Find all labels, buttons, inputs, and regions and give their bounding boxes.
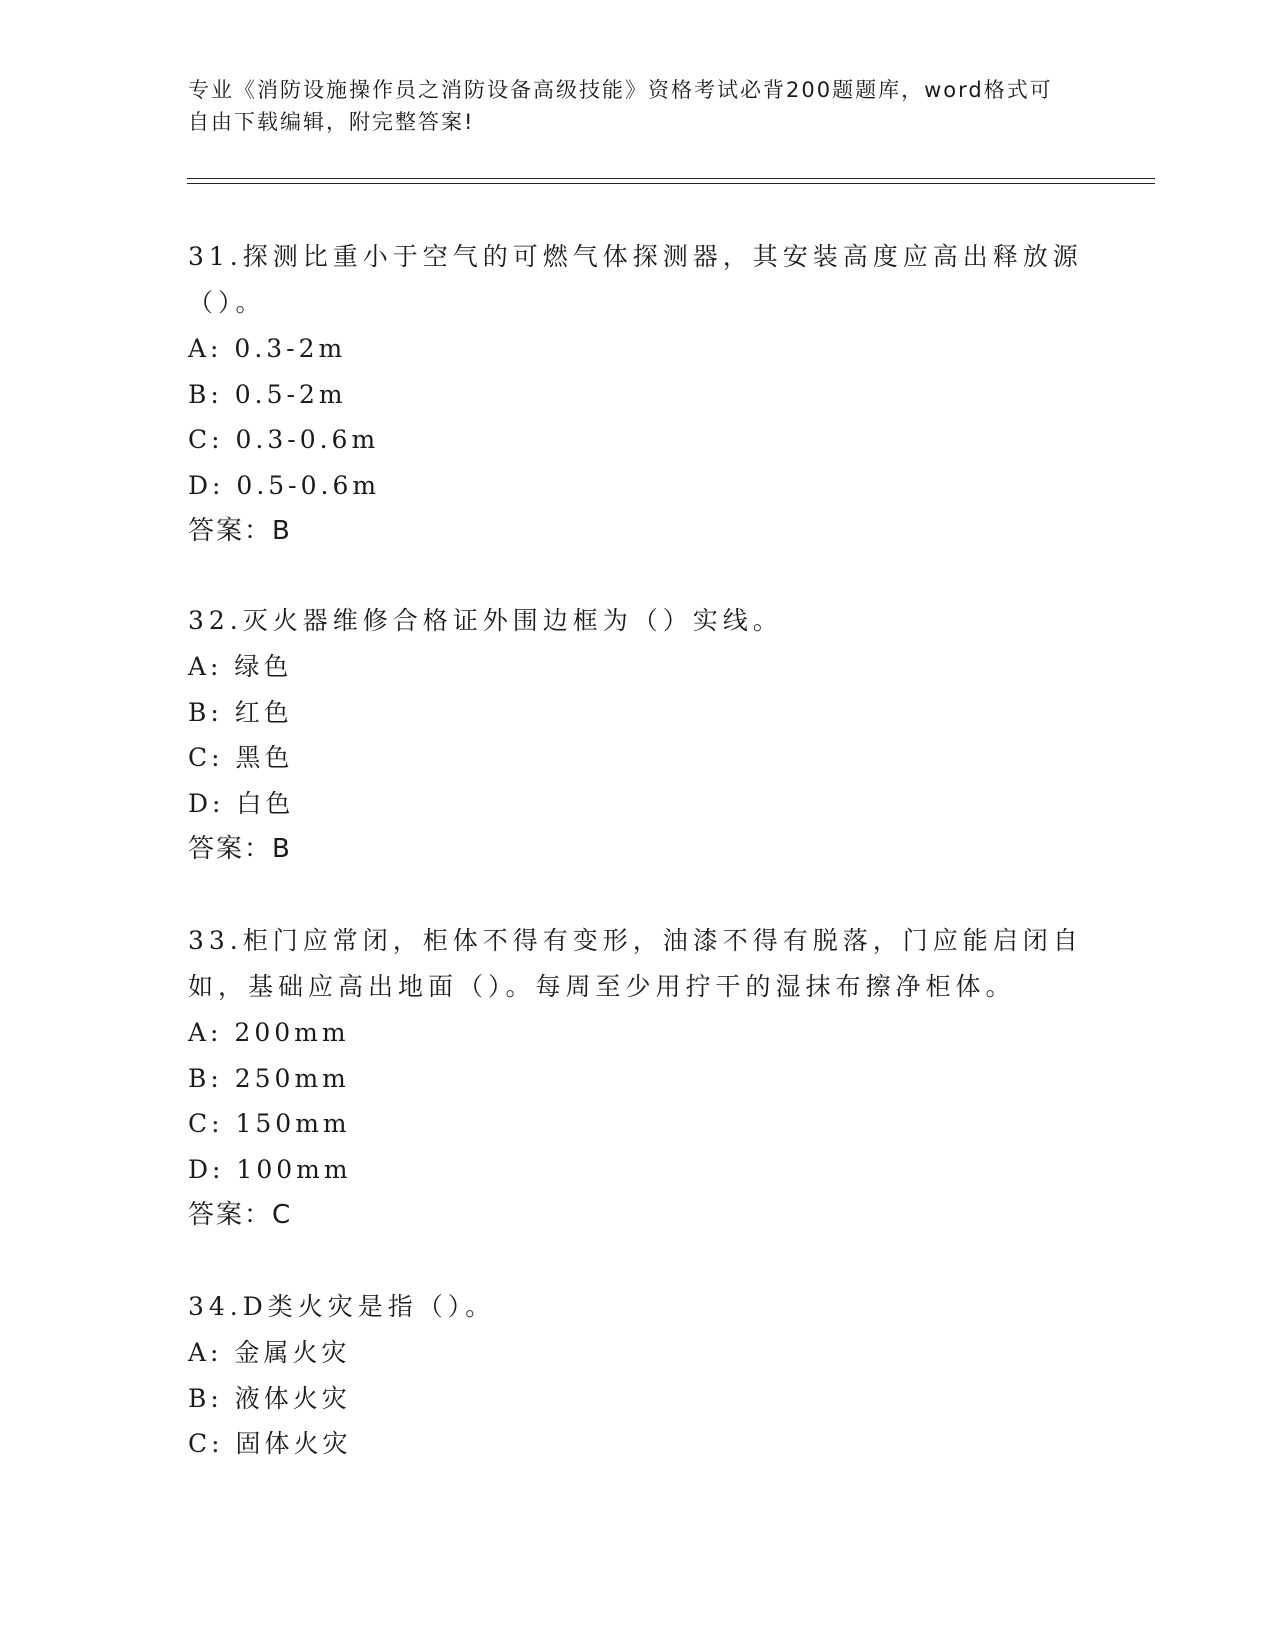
answer: 答案：C xyxy=(188,1200,293,1230)
question-34 xyxy=(188,1284,1088,1467)
option-b: B: 液体火灾 xyxy=(188,1383,351,1413)
question-stem: 31.探测比重小于空气的可燃气体探测器，其安装高度应高出释放源（）。 xyxy=(188,242,1083,317)
option-c: C: 0.3-0.6m xyxy=(188,425,380,454)
question-31 xyxy=(188,234,1088,554)
option-b: B: 250mm xyxy=(188,1063,350,1093)
option-c: C: 150mm xyxy=(188,1109,351,1138)
question-stem: 33.柜门应常闭，柜体不得有变形，油漆不得有脱落，门应能启闭自如，基础应高出地面（）。每周至少用拧干的湿抹布擦净柜体。 xyxy=(188,926,1083,1001)
option-a: A: 0.3-2m xyxy=(188,334,347,363)
option-c: C: 固体火灾 xyxy=(188,1429,352,1458)
option-a: A: 金属火灾 xyxy=(188,1338,351,1367)
option-a: A: 200mm xyxy=(188,1018,350,1047)
question-stem: 32.灭火器维修合格证外围边框为（）实线。 xyxy=(188,606,783,635)
option-d: D: 白色 xyxy=(188,788,295,818)
option-c: C: 黑色 xyxy=(188,743,294,772)
option-d: D: 100mm xyxy=(188,1154,352,1184)
answer: 答案：B xyxy=(188,516,292,546)
option-b: B: 红色 xyxy=(188,697,293,727)
answer: 答案：B xyxy=(188,834,292,864)
question-32 xyxy=(188,598,1088,872)
header-rule-bottom xyxy=(187,183,1155,184)
question-33 xyxy=(188,918,1088,1238)
option-d: D: 0.5-0.6m xyxy=(188,470,381,500)
question-stem: 34.D类火灾是指（）。 xyxy=(188,1292,496,1321)
option-a: A: 绿色 xyxy=(188,652,293,681)
option-b: B: 0.5-2m xyxy=(188,379,347,409)
header-rule-top xyxy=(187,178,1155,179)
document-header: 专业《消防设施操作员之消防设备高级技能》资格考试必背200题题库，word格式可自由下载编辑，附完整答案! xyxy=(188,78,1053,134)
